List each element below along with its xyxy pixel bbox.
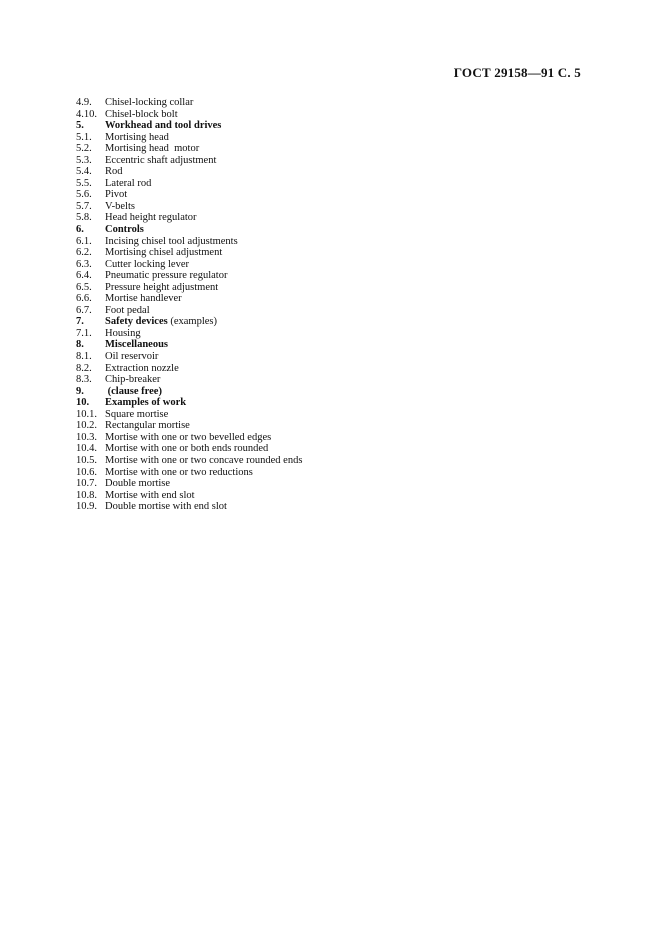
- item-text: Pressure height adjustment: [105, 281, 219, 293]
- section-heading: Examples of work: [105, 397, 187, 409]
- section-heading: Miscellaneous: [105, 339, 168, 351]
- item-number: 10.3.: [76, 431, 97, 443]
- item-number: 7.: [76, 316, 84, 328]
- item-number: 5.7.: [76, 200, 92, 212]
- item-text: Mortising head: [105, 131, 169, 143]
- list-item: [76, 201, 302, 213]
- item-number: 5.5.: [76, 177, 92, 189]
- item-text: V-belts: [105, 200, 135, 212]
- list-item: [76, 224, 302, 236]
- item-number: 4.9.: [76, 97, 92, 108]
- item-text: Eccentric shaft adjustment: [105, 154, 217, 166]
- item-number: 8.2.: [76, 362, 92, 374]
- term-list: [76, 97, 302, 513]
- list-item: [76, 178, 302, 190]
- list-item: [76, 328, 302, 340]
- list-item: [76, 455, 302, 467]
- list-item: [76, 259, 302, 271]
- item-text: Mortise with one or two bevelled edges: [105, 431, 272, 443]
- list-item: [76, 478, 302, 490]
- list-item: [76, 212, 302, 224]
- list-item: [76, 282, 302, 294]
- item-number: 5.: [76, 120, 84, 132]
- item-number: 8.1.: [76, 351, 92, 363]
- item-number: 7.1.: [76, 327, 92, 339]
- list-item: [76, 351, 302, 363]
- item-text: Mortise with one or both ends rounded: [105, 443, 269, 455]
- list-item: [76, 155, 302, 167]
- list-item: [76, 293, 302, 305]
- item-text: Extraction nozzle: [105, 362, 179, 374]
- section-heading: (clause free): [105, 385, 162, 397]
- item-number: 10.9.: [76, 501, 97, 513]
- item-text: Square mortise: [105, 408, 169, 420]
- item-text: Mortise with end slot: [105, 489, 195, 501]
- item-number: 10.2.: [76, 420, 97, 432]
- list-item: [76, 189, 302, 201]
- list-item: [76, 120, 302, 132]
- item-number: 8.: [76, 339, 84, 351]
- item-number: 5.1.: [76, 131, 92, 143]
- item-text: Housing: [105, 327, 141, 339]
- item-number: 6.5.: [76, 281, 92, 293]
- item-text: Pneumatic pressure regulator: [105, 270, 228, 282]
- list-item: [76, 143, 302, 155]
- page-header: ГОСТ 29158—91 С. 5: [453, 65, 581, 80]
- list-item: [76, 270, 302, 282]
- item-text: Mortise handlever: [105, 293, 182, 305]
- section-heading: Workhead and tool drives: [105, 120, 222, 132]
- item-number: 10.8.: [76, 489, 97, 501]
- item-number: 6.2.: [76, 247, 92, 259]
- list-item: [76, 97, 302, 109]
- item-number: 6.3.: [76, 258, 92, 270]
- item-text: Chip-breaker: [105, 374, 161, 386]
- item-text: Pivot: [105, 189, 128, 201]
- list-item: [76, 443, 302, 455]
- list-item: [76, 109, 302, 121]
- item-number: 5.8.: [76, 212, 92, 224]
- item-number: 6.6.: [76, 293, 92, 305]
- list-item: [76, 420, 302, 432]
- item-number: 5.3.: [76, 154, 92, 166]
- item-number: 10.6.: [76, 466, 97, 478]
- item-text: Rectangular mortise: [105, 420, 190, 432]
- item-text: Rod: [105, 166, 123, 178]
- item-number: 10.7.: [76, 478, 97, 490]
- item-text: Cutter locking lever: [105, 258, 189, 270]
- list-item: [76, 374, 302, 386]
- list-item: [76, 305, 302, 317]
- list-item: [76, 386, 302, 398]
- item-number: 5.2.: [76, 143, 92, 155]
- item-text: Double mortise: [105, 478, 171, 490]
- list-item: [76, 501, 302, 513]
- item-number: 6.1.: [76, 235, 92, 247]
- item-number: 9.: [76, 385, 84, 397]
- item-text: Mortising head motor: [105, 143, 200, 155]
- item-suffix: (examples): [167, 316, 217, 328]
- list-item: [76, 397, 302, 409]
- item-text: Double mortise with end slot: [105, 501, 227, 513]
- item-number: 6.: [76, 224, 84, 236]
- item-number: 10.4.: [76, 443, 97, 455]
- item-text: Chisel-locking collar: [105, 97, 194, 108]
- list-item: [76, 363, 302, 375]
- section-heading: Safety devices: [105, 316, 168, 328]
- list-item: [76, 490, 302, 502]
- item-number: 4.10.: [76, 108, 97, 120]
- item-number: 6.7.: [76, 304, 92, 316]
- item-text: Incising chisel tool adjustments: [105, 235, 238, 247]
- list-item: [76, 467, 302, 479]
- list-item: [76, 409, 302, 421]
- item-text: Foot pedal: [105, 304, 150, 316]
- list-item: [76, 166, 302, 178]
- item-text: Oil reservoir: [105, 351, 159, 363]
- list-item: [76, 316, 302, 328]
- item-text: Mortise with one or two concave rounded ends: [105, 454, 303, 466]
- item-number: 5.6.: [76, 189, 92, 201]
- item-text: Head height regulator: [105, 212, 197, 224]
- list-item: [76, 132, 302, 144]
- item-number: 10.1.: [76, 408, 97, 420]
- item-number: 8.3.: [76, 374, 92, 386]
- item-number: 10.5.: [76, 454, 97, 466]
- list-item: [76, 236, 302, 248]
- item-number: 5.4.: [76, 166, 92, 178]
- item-number: 6.4.: [76, 270, 92, 282]
- item-text: Mortising chisel adjustment: [105, 247, 223, 259]
- item-text: Chisel-block bolt: [105, 108, 178, 120]
- list-item: [76, 247, 302, 259]
- item-text: Lateral rod: [105, 177, 152, 189]
- list-item: [76, 432, 302, 444]
- list-item: [76, 339, 302, 351]
- item-number: 10.: [76, 397, 90, 409]
- item-text: Mortise with one or two reductions: [105, 466, 253, 478]
- section-heading: Controls: [105, 224, 144, 236]
